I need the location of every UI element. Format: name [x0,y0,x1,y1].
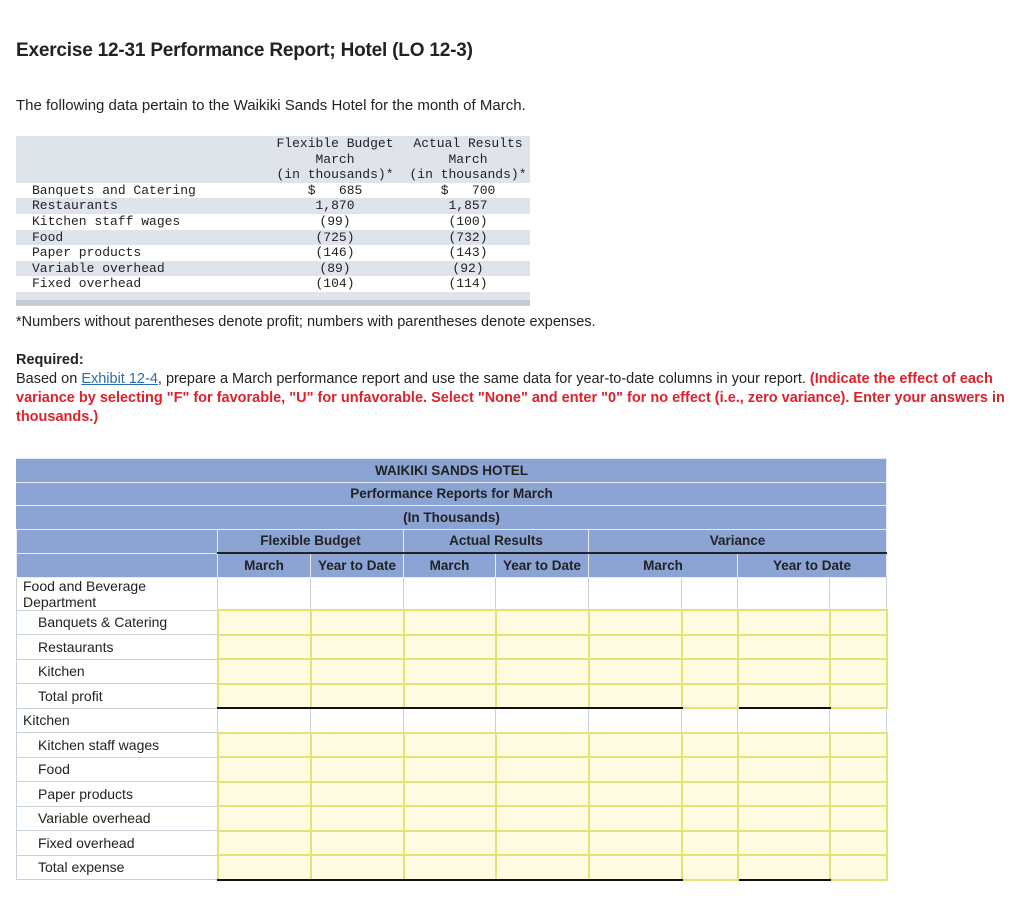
select-variance-march-effect[interactable] [682,684,738,709]
report-row [17,635,887,660]
data-row [16,245,530,261]
input-variance-ytd[interactable] [738,635,830,660]
select-variance-ytd-effect[interactable] [830,806,887,831]
input-flex-ytd[interactable] [311,635,404,660]
data-row [16,214,530,230]
input-flex-march[interactable] [218,831,311,856]
select-variance-march-effect[interactable] [682,635,738,660]
input-variance-ytd[interactable] [738,659,830,684]
input-flex-march[interactable] [218,806,311,831]
header-flex-line3: (in thousands)* [264,167,406,183]
actual-value: (143) [448,245,488,261]
input-variance-ytd[interactable] [738,806,830,831]
select-variance-ytd-effect[interactable] [830,635,887,660]
select-variance-march-effect[interactable] [682,806,738,831]
input-actual-march[interactable] [404,684,496,709]
group-header-variance: Variance [589,529,887,553]
input-flex-march[interactable] [218,782,311,807]
page-title: Exercise 12-31 Performance Report; Hotel (LO 12-3) [16,40,473,61]
input-variance-ytd[interactable] [738,684,830,709]
input-variance-march[interactable] [589,806,682,831]
required-text-after: , prepare a March performance report and use the same data for year-to-date columns in your report. [157,371,810,387]
input-variance-march[interactable] [589,757,682,782]
input-variance-ytd[interactable] [738,733,830,758]
input-flex-march[interactable] [218,733,311,758]
actual-value: (92) [406,261,530,277]
input-actual-march[interactable] [404,610,496,635]
group-header-flexible-budget: Flexible Budget [218,529,404,553]
header-actual-line2: March [406,152,530,168]
input-variance-march[interactable] [589,782,682,807]
row-label: Food [17,757,218,782]
input-actual-ytd[interactable] [496,684,589,709]
input-actual-march[interactable] [404,855,496,880]
select-variance-ytd-effect[interactable] [830,659,887,684]
report-units: (In Thousands) [17,506,887,530]
input-variance-march[interactable] [589,684,682,709]
select-variance-ytd-effect[interactable] [830,684,887,709]
data-row [16,261,530,277]
flex-value: (89) [264,261,406,277]
data-row [16,198,530,214]
data-row [16,230,530,246]
select-variance-march-effect[interactable] [682,782,738,807]
input-variance-march[interactable] [589,855,682,880]
actual-value: 1,857 [406,198,530,214]
input-flex-ytd[interactable] [311,782,404,807]
input-variance-march[interactable] [589,610,682,635]
input-flex-march[interactable] [218,757,311,782]
required-instruction: (Indicate the effect of each variance by selecting "F" for favorable, "U" for unfavorable. Select "None" and enter "0" for no effect (i.e., zero variance). Enter your answers in thousands.) [16,371,1005,425]
select-variance-march-effect[interactable] [682,757,738,782]
select-variance-march-effect[interactable] [682,855,738,880]
data-table [16,136,530,292]
input-variance-ytd[interactable] [738,610,830,635]
section-heading-food-beverage: Food and Beverage Department [17,577,218,610]
input-flex-ytd[interactable] [311,757,404,782]
report-row [17,659,887,684]
data-row [16,183,530,199]
input-variance-march[interactable] [589,635,682,660]
row-label: Variable overhead [17,806,218,831]
report-row [17,610,887,635]
input-actual-ytd[interactable] [496,855,589,880]
row-label: Kitchen staff wages [32,213,181,229]
actual-value: (114) [448,276,488,292]
col-header-actual-march: March [404,553,496,577]
required-section [16,351,1006,427]
input-flex-march[interactable] [218,855,311,880]
row-label: Total profit [17,684,218,709]
input-flex-march[interactable] [218,610,311,635]
row-label: Restaurants [16,198,264,214]
select-variance-ytd-effect[interactable] [830,831,887,856]
input-flex-ytd[interactable] [311,855,404,880]
select-variance-march-effect[interactable] [682,733,738,758]
input-actual-ytd[interactable] [496,782,589,807]
select-variance-march-effect[interactable] [682,610,738,635]
input-flex-ytd[interactable] [311,806,404,831]
row-label: Banquets and Catering [32,182,196,198]
required-text-before: Based on [16,371,82,387]
input-flex-ytd[interactable] [311,831,404,856]
input-actual-ytd[interactable] [496,635,589,660]
input-actual-ytd[interactable] [496,659,589,684]
report-row-total [17,684,887,709]
input-actual-march[interactable] [404,733,496,758]
row-label: Kitchen [17,659,218,684]
header-actual-line1: Actual Results [406,136,530,152]
input-actual-march[interactable] [404,831,496,856]
select-variance-march-effect[interactable] [682,831,738,856]
input-flex-march[interactable] [218,684,311,709]
data-row [16,276,530,292]
intro-text: The following data pertain to the Waikiki Sands Hotel for the month of March. [16,97,526,114]
input-variance-ytd[interactable] [738,782,830,807]
row-label: Restaurants [17,635,218,660]
report-subtitle: Performance Reports for March [17,482,887,506]
flex-value: (99) [319,213,351,229]
input-variance-ytd[interactable] [738,855,830,880]
input-variance-march[interactable] [589,659,682,684]
select-variance-ytd-effect[interactable] [830,733,887,758]
input-actual-ytd[interactable] [496,757,589,782]
report-row [17,806,887,831]
input-flex-ytd[interactable] [311,733,404,758]
header-flex-line2: March [264,152,406,168]
report-row [17,733,887,758]
select-variance-march-effect[interactable] [682,659,738,684]
select-variance-ytd-effect[interactable] [830,757,887,782]
header-flex-line1: Flexible Budget [264,136,406,152]
input-flex-march[interactable] [218,635,311,660]
exhibit-link[interactable]: Exhibit 12-4 [81,371,158,387]
row-label: Total expense [17,855,218,880]
input-variance-ytd[interactable] [738,757,830,782]
col-header-variance-ytd: Year to Date [738,553,887,577]
row-label: Banquets & Catering [17,610,218,635]
row-label: Kitchen staff wages [17,733,218,758]
select-variance-ytd-effect[interactable] [830,782,887,807]
required-heading: Required: [16,352,84,368]
flex-value: (146) [315,245,355,261]
row-label: Paper products [32,245,142,261]
performance-report-table [16,458,888,881]
actual-value: (732) [406,230,530,246]
col-header-variance-march: March [589,553,738,577]
footnote: *Numbers without parentheses denote profit; numbers with parentheses denote expenses. [16,314,596,330]
input-variance-march[interactable] [589,831,682,856]
header-actual-line3: (in thousands)* [406,167,530,183]
input-actual-ytd[interactable] [496,831,589,856]
group-header-actual-results: Actual Results [404,529,589,553]
actual-value: (100) [448,213,488,229]
table-bottom-bar [16,300,530,306]
report-row-total [17,855,887,880]
input-actual-ytd[interactable] [496,610,589,635]
input-variance-march[interactable] [589,733,682,758]
col-header-actual-ytd: Year to Date [496,553,589,577]
input-variance-ytd[interactable] [738,831,830,856]
report-title: WAIKIKI SANDS HOTEL [17,459,887,483]
input-actual-march[interactable] [404,782,496,807]
row-label: Fixed overhead [17,831,218,856]
row-label: Paper products [17,782,218,807]
row-label: Food [16,230,264,246]
flex-value: (104) [315,276,355,292]
input-actual-ytd[interactable] [496,806,589,831]
row-label: Variable overhead [16,261,264,277]
input-actual-march[interactable] [404,659,496,684]
input-flex-ytd[interactable] [311,684,404,709]
report-row [17,782,887,807]
input-actual-march[interactable] [404,806,496,831]
input-flex-march[interactable] [218,659,311,684]
report-row [17,757,887,782]
input-actual-ytd[interactable] [496,733,589,758]
flex-value: 1,870 [264,198,406,214]
col-header-flex-ytd: Year to Date [311,553,404,577]
input-actual-march[interactable] [404,757,496,782]
select-variance-ytd-effect[interactable] [830,610,887,635]
col-header-flex-march: March [218,553,311,577]
report-row [17,831,887,856]
select-variance-ytd-effect[interactable] [830,855,887,880]
input-actual-march[interactable] [404,635,496,660]
input-flex-ytd[interactable] [311,610,404,635]
actual-value: $ 700 [440,182,496,198]
flex-value: (725) [264,230,406,246]
flex-value: $ 685 [307,182,363,198]
section-heading-kitchen: Kitchen [17,708,218,733]
data-table-panel [16,136,530,306]
input-flex-ytd[interactable] [311,659,404,684]
row-label: Fixed overhead [32,276,142,292]
